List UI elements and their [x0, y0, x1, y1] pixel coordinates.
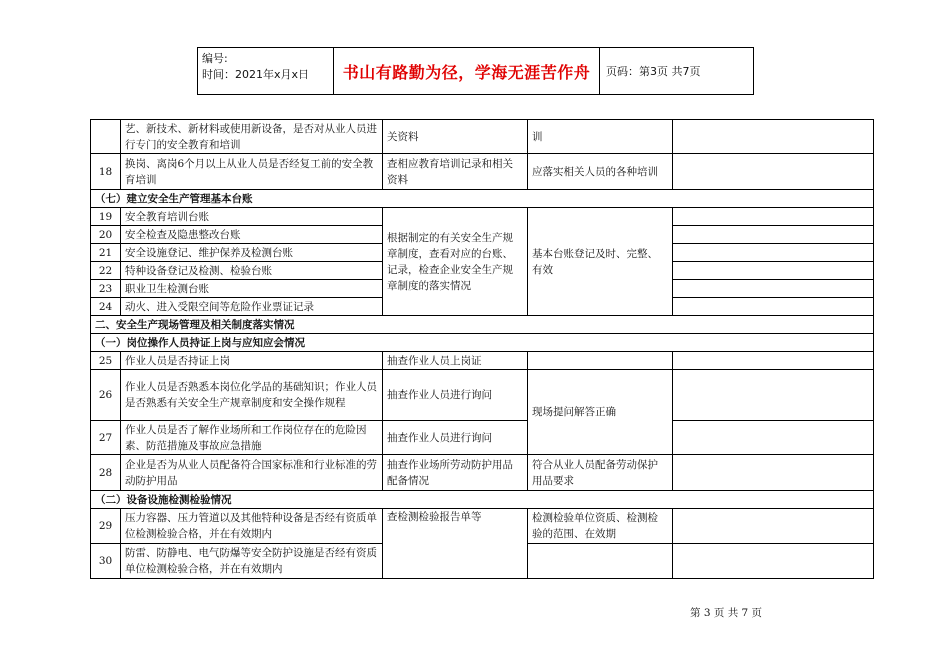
item-cell: 压力容器、压力管道以及其他特种设备是否经有资质单位检测检验合格，并在有效期内: [121, 509, 383, 544]
section-row: [91, 334, 874, 352]
part-title: 二、安全生产现场管理及相关制度落实情况: [91, 316, 874, 334]
section-title: （一）岗位操作人员持证上岗与应知应会情况: [91, 334, 874, 352]
row-number: 26: [91, 370, 121, 421]
row-number: 25: [91, 352, 121, 370]
row-number: 27: [91, 421, 121, 455]
standard-cell: 应落实相关人员的各种培训: [528, 154, 673, 190]
row-number: 28: [91, 455, 121, 491]
time-label: 时间：2021年x月x日: [202, 68, 310, 81]
page-header: [197, 47, 754, 95]
item-cell: 安全检查及隐患整改台账: [121, 226, 383, 244]
table-row: [91, 208, 874, 226]
table-row: [91, 120, 874, 154]
method-cell: 抽查作业人员进行询问: [383, 370, 528, 421]
row-number: 29: [91, 509, 121, 544]
row-number: 20: [91, 226, 121, 244]
row-number: 30: [91, 544, 121, 579]
section-title: （七）建立安全生产管理基本台账: [91, 190, 874, 208]
item-cell: 换岗、离岗6个月以上从业人员是否经复工前的安全教育培训: [121, 154, 383, 190]
table-row: [91, 421, 874, 455]
method-cell: 抽查作业人员上岗证: [383, 352, 528, 370]
page-footer: 第 3 页 共 7 页: [690, 607, 763, 619]
standard-cell: 检测检验单位资质、检测检验的范围、在效期: [528, 509, 673, 544]
method-cell: 抽查作业场所劳动防护用品配备情况: [383, 455, 528, 491]
method-cell: 关资料: [383, 120, 528, 154]
part-row: [91, 316, 874, 334]
inspection-table: [90, 119, 874, 579]
item-cell: 职业卫生检测台账: [121, 280, 383, 298]
item-cell: 动火、进入受限空间等危险作业票证记录: [121, 298, 383, 316]
standard-cell: 现场提问解答正确: [528, 370, 673, 455]
row-number: 18: [91, 154, 121, 190]
method-cell: 查检测检验报告单等: [383, 509, 528, 579]
row-number: 19: [91, 208, 121, 226]
header-motto: 书山有路勤为径，学海无涯苦作舟: [334, 48, 600, 94]
item-cell: 防雷、防静电、电气防爆等安全防护设施是否经有资质单位检测检验合格，并在有效期内: [121, 544, 383, 579]
item-cell: 作业人员是否持证上岗: [121, 352, 383, 370]
method-cell: 抽查作业人员进行询问: [383, 421, 528, 455]
code-label: 编号:: [202, 52, 228, 65]
table-row: [91, 370, 874, 421]
section-title: （二）设备设施检测检验情况: [91, 491, 874, 509]
item-cell: 安全设施登记、维护保养及检测台账: [121, 244, 383, 262]
row-number: 21: [91, 244, 121, 262]
row-number: 24: [91, 298, 121, 316]
method-cell: 查相应教育培训记录和相关资料: [383, 154, 528, 190]
table-row: [91, 154, 874, 190]
table-row: [91, 509, 874, 544]
item-cell: 艺、新技术、新材料或使用新设备，是否对从业人员进行专门的安全教育和培训: [121, 120, 383, 154]
header-meta: [198, 48, 334, 94]
page-number-label: 页码：第3页 共7页: [606, 65, 701, 78]
table-row: [91, 352, 874, 370]
standard-cell: 训: [528, 120, 673, 154]
item-cell: 特种设备登记及检测、检验台账: [121, 262, 383, 280]
standard-cell: 符合从业人员配备劳动保护用品要求: [528, 455, 673, 491]
standard-cell: 基本台账登记及时、完整、有效: [528, 208, 673, 316]
item-cell: 作业人员是否熟悉本岗位化学品的基础知识；作业人员是否熟悉有关安全生产规章制度和安全操作规程: [121, 370, 383, 421]
item-cell: 安全教育培训台账: [121, 208, 383, 226]
method-cell: 根据制定的有关安全生产规章制度，查看对应的台账、记录，检查企业安全生产规章制度的落实情况: [383, 208, 528, 316]
row-number: 23: [91, 280, 121, 298]
item-cell: 作业人员是否了解作业场所和工作岗位存在的危险因素、防范措施及事故应急措施: [121, 421, 383, 455]
item-cell: 企业是否为从业人员配备符合国家标准和行业标准的劳动防护用品: [121, 455, 383, 491]
section-row: [91, 491, 874, 509]
section-row: [91, 190, 874, 208]
row-number: 22: [91, 262, 121, 280]
table-row: [91, 455, 874, 491]
